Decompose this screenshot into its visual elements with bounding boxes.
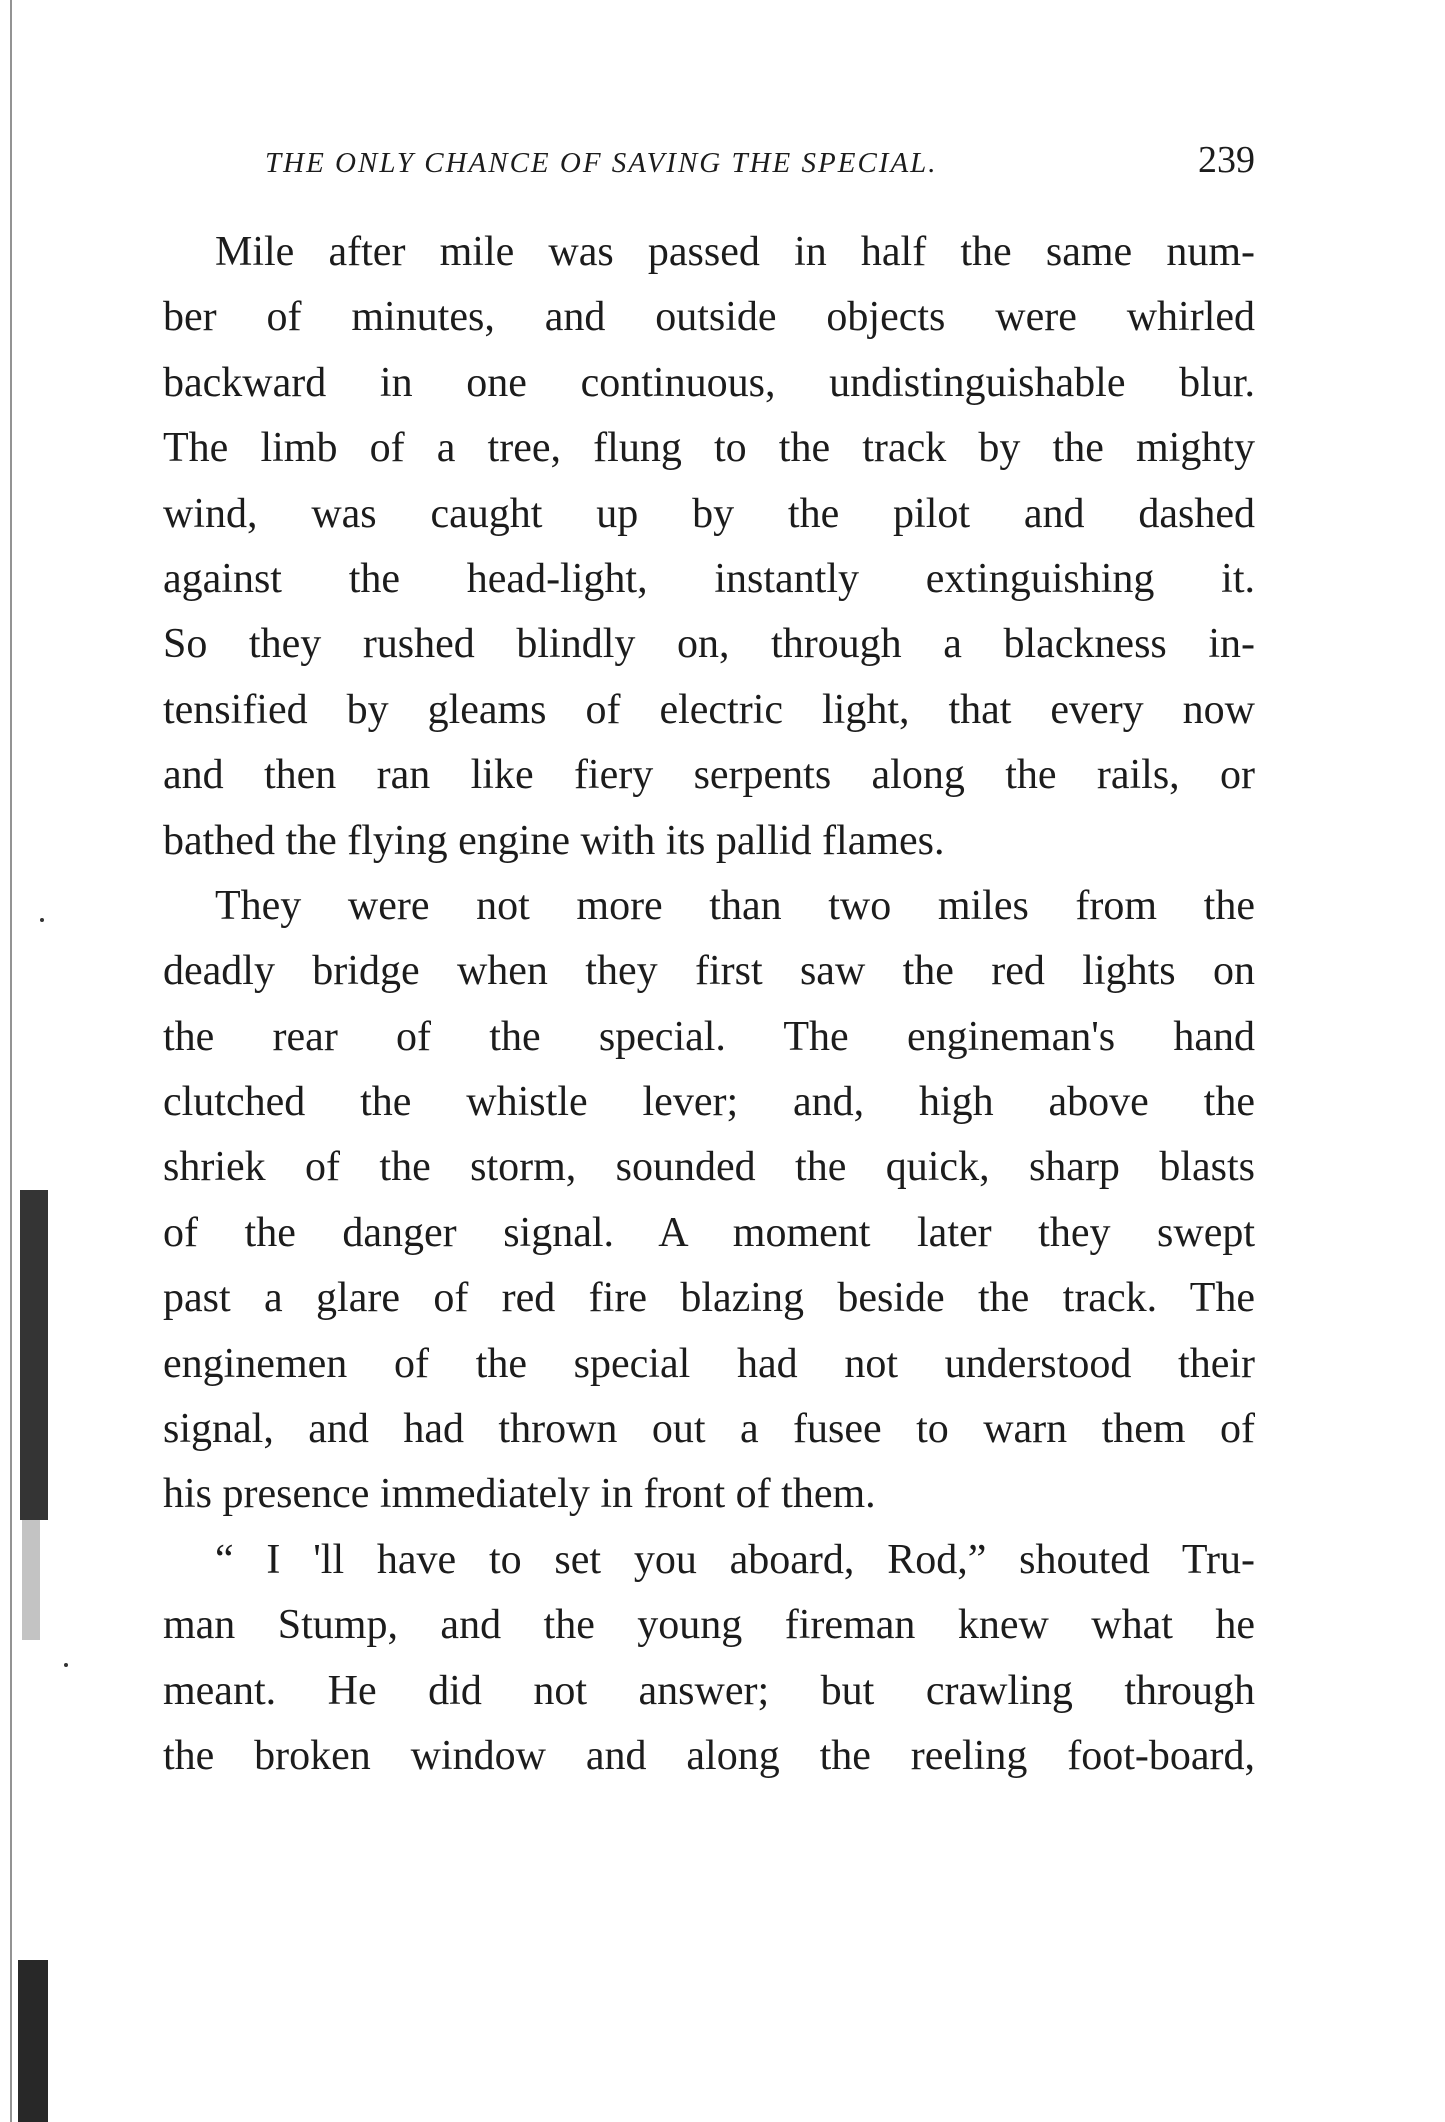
text-line: deadly bridge when they first saw the red lights on [163,948,1255,995]
page-number: 239 [1198,139,1255,181]
text-line: meant. He did not answer; but crawling through [163,1667,1255,1714]
text-line: wind, was caught up by the pilot and dashed [163,490,1255,537]
scan-smudge [18,1960,48,2122]
text-line: past a glare of red fire blazing beside the track. The [163,1275,1255,1322]
body-text [163,220,1255,1789]
running-head [265,138,1255,188]
text-line: backward in one continuous, undistinguishable blur. [163,359,1255,406]
text-line: The limb of a tree, flung to the track by the mighty [163,425,1255,472]
text-line: enginemen of the special had not understood their [163,1340,1255,1387]
text-line: of the danger signal. A moment later they swept [163,1209,1255,1256]
text-line: his presence immediately in front of them. [163,1471,876,1518]
text-line: and then ran like fiery serpents along the rails, or [163,752,1255,799]
text-line: tensified by gleams of electric light, that every now [163,686,1255,733]
text-line: man Stump, and the young fireman knew what he [163,1602,1255,1649]
text-line: Mile after mile was passed in half the same num- [215,229,1255,275]
text-line: shriek of the storm, sounded the quick, sharp blasts [163,1144,1255,1191]
text-line: against the head-light, instantly extinguishing it. [163,555,1255,602]
scan-speck [40,918,44,922]
scan-smudge [22,1520,40,1640]
running-title: THE ONLY CHANCE OF SAVING THE SPECIAL. [265,147,938,179]
scan-smudge [20,1190,48,1520]
scan-speck [64,1663,68,1667]
text-line: bathed the flying engine with its pallid flames. [163,817,945,864]
scan-edge-line [10,0,12,2122]
text-line: ber of minutes, and outside objects were whirled [163,294,1255,341]
text-line: the broken window and along the reeling foot-board, [163,1732,1255,1779]
text-line: the rear of the special. The engineman's hand [163,1013,1255,1060]
text-line: “ I 'll have to set you aboard, Rod,” shouted Tru- [215,1536,1255,1583]
text-line: clutched the whistle lever; and, high above the [163,1079,1255,1126]
text-line: They were not more than two miles from the [215,882,1255,929]
text-line: signal, and had thrown out a fusee to warn them of [163,1406,1255,1453]
text-line: So they rushed blindly on, through a blackness in- [163,621,1255,668]
